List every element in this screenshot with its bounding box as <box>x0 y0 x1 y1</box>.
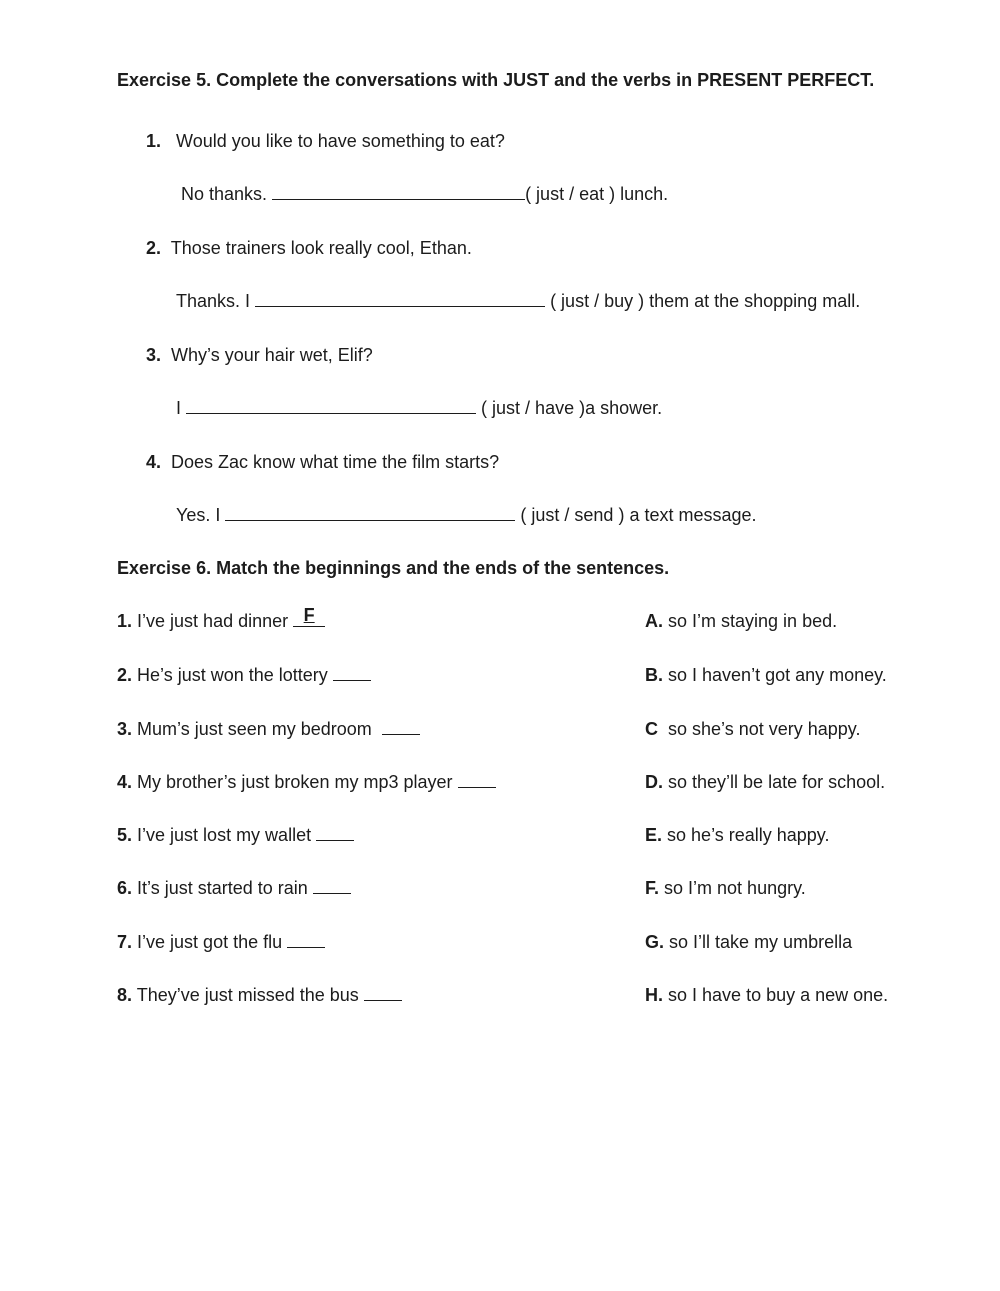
ex6-item-number: 3. <box>117 719 133 739</box>
ex6-ending-letter: A. <box>645 611 663 631</box>
ex6-ending-text: so she’s not very happy. <box>668 719 861 739</box>
ex6-ending-a <box>645 611 837 632</box>
ex5-item-2-question-line <box>146 238 472 259</box>
ex5-item-number: 4. <box>146 452 162 472</box>
ex6-ending-letter: C <box>645 719 658 739</box>
ex6-beginning-2 <box>117 665 371 686</box>
ex5-item-4-question-line <box>146 452 499 473</box>
ex5-question: Does Zac know what time the film starts? <box>171 452 500 472</box>
ex6-item-number: 8. <box>117 985 133 1005</box>
ex5-item-number: 1. <box>146 131 162 151</box>
ex6-beginning-5 <box>117 825 354 846</box>
ex5-question: Those trainers look really cool, Ethan. <box>170 238 472 258</box>
ex6-answer-blank[interactable] <box>458 773 496 788</box>
ex6-ending-text: so they’ll be late for school. <box>668 772 886 792</box>
ex5-answer-suffix: ( just / send ) a text message. <box>520 505 757 525</box>
ex6-item-number: 4. <box>117 772 133 792</box>
ex5-item-2-answer-line <box>176 291 860 312</box>
ex6-answer-blank[interactable] <box>316 826 354 841</box>
ex5-item-1-answer-line <box>181 184 668 205</box>
ex5-answer-blank[interactable] <box>186 399 476 414</box>
ex6-beginning-8 <box>117 985 402 1006</box>
ex5-answer-prefix: Thanks. I <box>176 291 251 311</box>
exercise-6-title: Exercise 6. Match the beginnings and the ends of the sentences. <box>117 558 670 578</box>
ex6-beginning-3 <box>117 719 420 740</box>
ex6-ending-text: so I’ll take my umbrella <box>669 932 853 952</box>
ex5-item-4-answer-line <box>176 505 757 526</box>
ex6-item-number: 5. <box>117 825 133 845</box>
ex6-beginning-text: He’s just won the lottery <box>137 665 328 685</box>
ex6-ending-f <box>645 878 806 899</box>
ex5-question: Would you like to have something to eat? <box>176 131 505 151</box>
ex5-answer-blank[interactable] <box>225 506 515 521</box>
ex6-beginning-4 <box>117 772 496 793</box>
ex6-ending-letter: B. <box>645 665 663 685</box>
ex6-beginning-6 <box>117 878 351 899</box>
ex6-ending-letter: G. <box>645 932 665 952</box>
ex5-answer-prefix: Yes. I <box>176 505 221 525</box>
ex5-answer-suffix: ( just / buy ) them at the shopping mall. <box>550 291 861 311</box>
ex5-item-number: 3. <box>146 345 162 365</box>
ex6-ending-text: so he’s really happy. <box>667 825 830 845</box>
ex5-question: Why’s your hair wet, Elif? <box>171 345 373 365</box>
ex6-beginning-text: I’ve just had dinner <box>137 611 289 631</box>
ex5-item-3-question-line <box>146 345 373 366</box>
ex6-ending-b <box>645 665 887 686</box>
ex6-answer-blank[interactable] <box>333 666 371 681</box>
ex6-ending-letter: E. <box>645 825 663 845</box>
ex6-answer-blank[interactable] <box>287 933 325 948</box>
exercise-5-title: Exercise 5. Complete the conversations with JUST and the verbs in PRESENT PERFECT. <box>117 70 875 90</box>
ex5-item-3-answer-line <box>176 398 662 419</box>
ex6-answer-blank[interactable] <box>364 986 402 1001</box>
ex6-beginning-text: They’ve just missed the bus <box>136 985 359 1005</box>
ex6-ending-c <box>645 719 860 740</box>
ex6-ending-letter: D. <box>645 772 663 792</box>
ex6-item-number: 2. <box>117 665 133 685</box>
ex5-item-number: 2. <box>146 238 162 258</box>
ex6-beginning-text: I’ve just lost my wallet <box>137 825 312 845</box>
ex6-answer-blank[interactable] <box>382 720 420 735</box>
ex6-answer-blank[interactable] <box>313 879 351 894</box>
ex6-answer-letter: F <box>303 605 315 625</box>
ex5-answer-prefix: I <box>176 398 182 418</box>
ex6-beginning-text: My brother’s just broken my mp3 player <box>137 772 453 792</box>
ex6-ending-g <box>645 932 852 953</box>
ex6-item-number: 1. <box>117 611 133 631</box>
ex5-answer-suffix: ( just / have )a shower. <box>481 398 663 418</box>
ex6-answer-blank[interactable] <box>293 605 325 627</box>
ex6-ending-d <box>645 772 885 793</box>
ex5-item-1-question-line <box>146 131 505 152</box>
ex6-beginning-text: Mum’s just seen my bedroom <box>137 719 372 739</box>
ex6-ending-letter: H. <box>645 985 663 1005</box>
ex6-item-number: 7. <box>117 932 133 952</box>
ex5-answer-suffix: ( just / eat ) lunch. <box>525 184 669 204</box>
ex5-answer-prefix: No thanks. <box>181 184 268 204</box>
ex6-ending-text: so I haven’t got any money. <box>668 665 887 685</box>
ex6-item-number: 6. <box>117 878 133 898</box>
ex6-beginning-text: It’s just started to rain <box>137 878 308 898</box>
ex5-answer-blank[interactable] <box>272 185 525 200</box>
ex6-ending-e <box>645 825 829 846</box>
ex6-ending-h <box>645 985 888 1006</box>
ex6-ending-text: so I have to buy a new one. <box>668 985 889 1005</box>
ex6-beginning-1 <box>117 605 325 632</box>
ex5-answer-blank[interactable] <box>255 292 545 307</box>
ex6-ending-letter: F. <box>645 878 660 898</box>
ex6-ending-text: so I’m not hungry. <box>664 878 806 898</box>
ex6-ending-text: so I’m staying in bed. <box>668 611 838 631</box>
ex6-beginning-7 <box>117 932 325 953</box>
ex6-beginning-text: I’ve just got the flu <box>137 932 283 952</box>
